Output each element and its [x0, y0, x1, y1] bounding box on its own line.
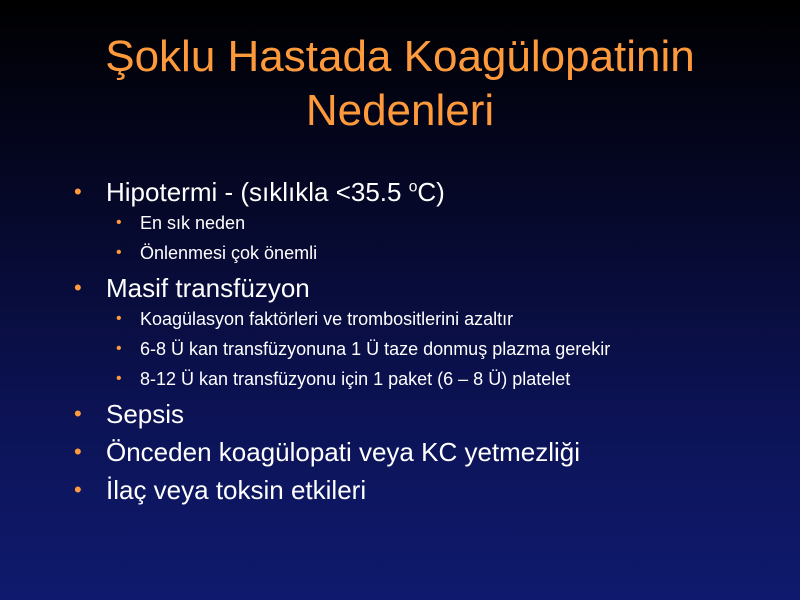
bullet-icon: •: [74, 401, 82, 426]
title-line-2: Nedenleri: [305, 86, 495, 135]
sub-item: [106, 242, 770, 264]
sub-item-text: 6-8 Ü kan transfüzyonuna 1 Ü taze donmuş plazma gerekir: [140, 339, 611, 359]
bullet-text: İlaç veya toksin etkileri: [106, 475, 367, 505]
sub-item: [106, 212, 770, 234]
bullet-item-sepsis: [70, 398, 770, 430]
bullet-text: Sepsis: [106, 399, 185, 429]
bullet-icon: •: [74, 477, 82, 502]
bullet-text: Masif transfüzyon: [106, 273, 310, 303]
bullet-icon: •: [116, 244, 122, 261]
sub-item: [106, 368, 770, 390]
sub-list: [106, 308, 770, 390]
sub-item-text: En sık neden: [140, 213, 246, 233]
sub-list: [106, 212, 770, 264]
bullet-item-ilac-toksin: [70, 474, 770, 506]
bullet-icon: •: [116, 310, 122, 327]
bullet-icon: •: [116, 214, 122, 231]
sub-item: [106, 308, 770, 330]
bullet-list: [70, 176, 770, 512]
bullet-icon: •: [116, 370, 122, 387]
sub-item-text: 8-12 Ü kan transfüzyonu için 1 paket (6 – 8 Ü) platelet: [140, 369, 571, 389]
slide-title: [0, 30, 800, 138]
degree-superscript: o: [408, 178, 418, 196]
bullet-text: Hipotermi - (sıklıkla <35.5 $^o$C): [106, 177, 445, 207]
bullet-item-masif-transfuzyon: [70, 272, 770, 390]
bullet-icon: •: [74, 275, 82, 300]
sub-item-text: Koagülasyon faktörleri ve trombositlerini azaltır: [140, 309, 514, 329]
bullet-item-hipotermi: [70, 176, 770, 264]
bullet-icon: •: [116, 340, 122, 357]
sub-item-text: Önlenmesi çok önemli: [140, 243, 318, 263]
bullet-icon: •: [74, 439, 82, 464]
title-line-1: Şoklu Hastada Koagülopatinin: [105, 32, 695, 81]
bullet-text: Önceden koagülopati veya KC yetmezliği: [106, 437, 581, 467]
sub-item: [106, 338, 770, 360]
bullet-icon: •: [74, 179, 82, 204]
bullet-item-koagulopati: [70, 436, 770, 468]
